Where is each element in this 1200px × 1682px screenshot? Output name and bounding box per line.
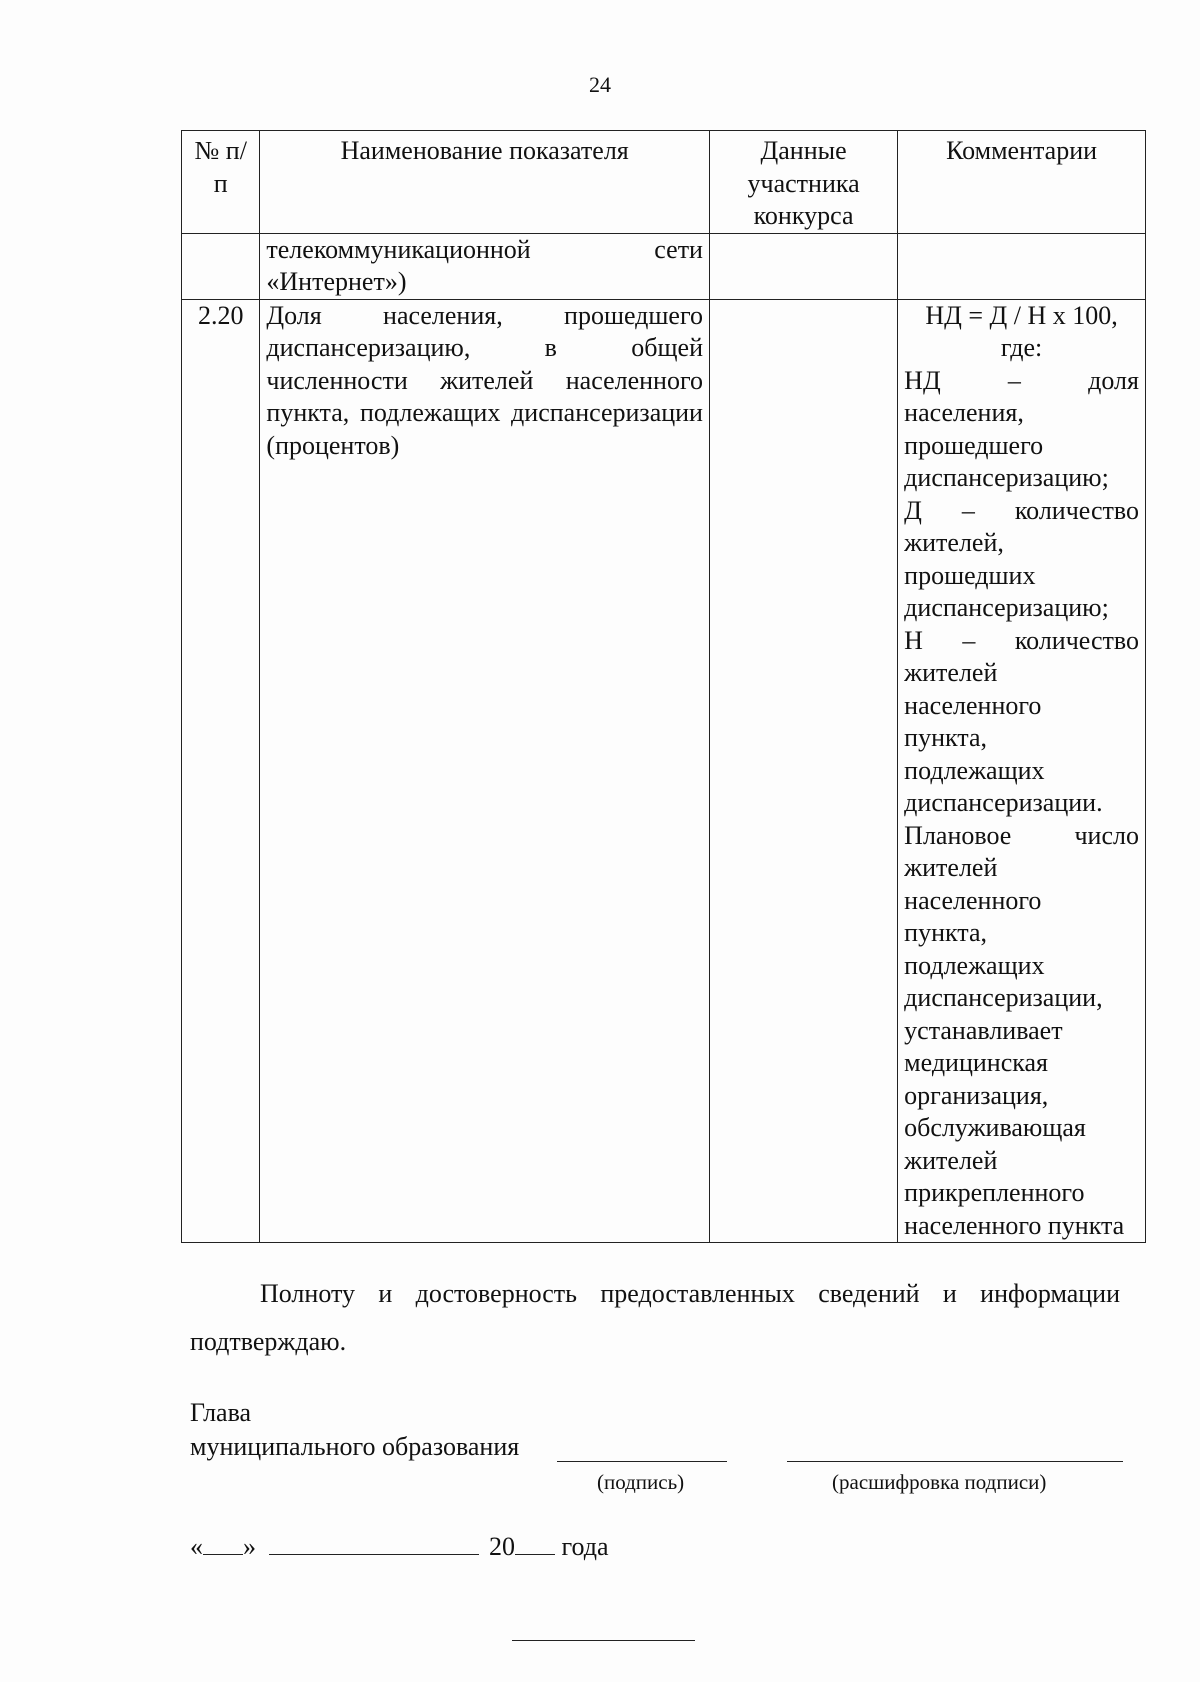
signature-line xyxy=(557,1461,727,1462)
n-definition-rest: жителей населенного пункта, подлежащих диспансеризации. xyxy=(904,658,1103,817)
cont-name-word-a: телекоммуникационной xyxy=(266,234,531,264)
header-comments: Комментарии xyxy=(898,131,1146,234)
d-dash: – xyxy=(961,495,975,525)
table-row xyxy=(182,299,1146,1243)
plan-head xyxy=(904,820,1139,853)
date-line xyxy=(190,1532,609,1562)
row-comment xyxy=(898,299,1146,1243)
header-name: Наименование показателя xyxy=(260,131,710,234)
signature-title-line2: муниципального образования xyxy=(190,1432,520,1461)
cont-name-word-b: сети xyxy=(654,234,703,264)
cont-name-line2: «Интернет») xyxy=(266,267,407,296)
day-blank xyxy=(203,1532,243,1555)
signature-caption: (подпись) xyxy=(597,1470,685,1494)
confirmation-line1: Полноту и достоверность предоставленных сведений и информации xyxy=(260,1279,1120,1308)
comment-last-line: населенного пункта xyxy=(904,1210,1125,1240)
table-header-row xyxy=(182,131,1146,234)
table-row xyxy=(182,233,1146,299)
cont-num-cell xyxy=(182,233,260,299)
nd-dash: – xyxy=(1007,365,1021,395)
page-number: 24 xyxy=(589,72,611,97)
row-data xyxy=(709,299,897,1243)
signature-decode-caption: (расшифровка подписи) xyxy=(832,1470,1047,1494)
nd-word: доля xyxy=(1088,365,1139,395)
date-close-quote: » xyxy=(243,1532,256,1561)
signature-decode-line xyxy=(787,1461,1123,1462)
n-dash: – xyxy=(962,625,976,655)
cont-comment-cell xyxy=(898,233,1146,299)
signature-title-line1: Глава xyxy=(190,1398,252,1427)
footer-divider xyxy=(512,1640,695,1641)
confirmation-text xyxy=(190,1270,1120,1366)
d-definition-head xyxy=(904,495,1139,528)
indicators-table xyxy=(181,130,1146,1243)
nd-definition-rest: населения, прошедшего диспансеризацию; xyxy=(904,398,1109,492)
confirmation-line2: подтверждаю. xyxy=(190,1327,347,1356)
header-num: № п/п xyxy=(182,131,260,234)
plan-word-b: число xyxy=(1074,820,1139,850)
n-definition-head xyxy=(904,625,1139,658)
nd-definition-head xyxy=(904,365,1139,398)
year-prefix: 20 xyxy=(489,1532,515,1561)
plan-rest: жителей населенного пункта, подлежащих диспансеризации, устанавливает медицинская организация, обслуживающая жителей прикрепленного xyxy=(904,853,1103,1207)
d-word: количество xyxy=(1014,495,1139,525)
d-definition-rest: жителей, прошедших диспансеризацию; xyxy=(904,528,1109,622)
row-num: 2.20 xyxy=(182,299,260,1243)
row-name: Доля населения, прошедшего диспансеризацию, в общей численности жителей населенного пункта, подлежащих диспансеризации (процентов) xyxy=(260,299,710,1243)
month-blank xyxy=(269,1532,479,1555)
formula-where: где: xyxy=(1000,333,1043,362)
cont-data-cell xyxy=(709,233,897,299)
nd-term: НД xyxy=(904,365,941,395)
date-open-quote: « xyxy=(190,1532,203,1561)
year-suffix: года xyxy=(561,1532,609,1561)
formula: НД = Д / Н х 100, xyxy=(925,300,1118,330)
d-term: Д xyxy=(904,495,922,525)
plan-word-a: Плановое xyxy=(904,820,1012,850)
n-term: Н xyxy=(904,625,923,655)
year-blank xyxy=(515,1532,555,1555)
cont-name-cell xyxy=(260,233,710,299)
header-data: Данные участника конкурса xyxy=(709,131,897,234)
n-word: количество xyxy=(1014,625,1139,655)
